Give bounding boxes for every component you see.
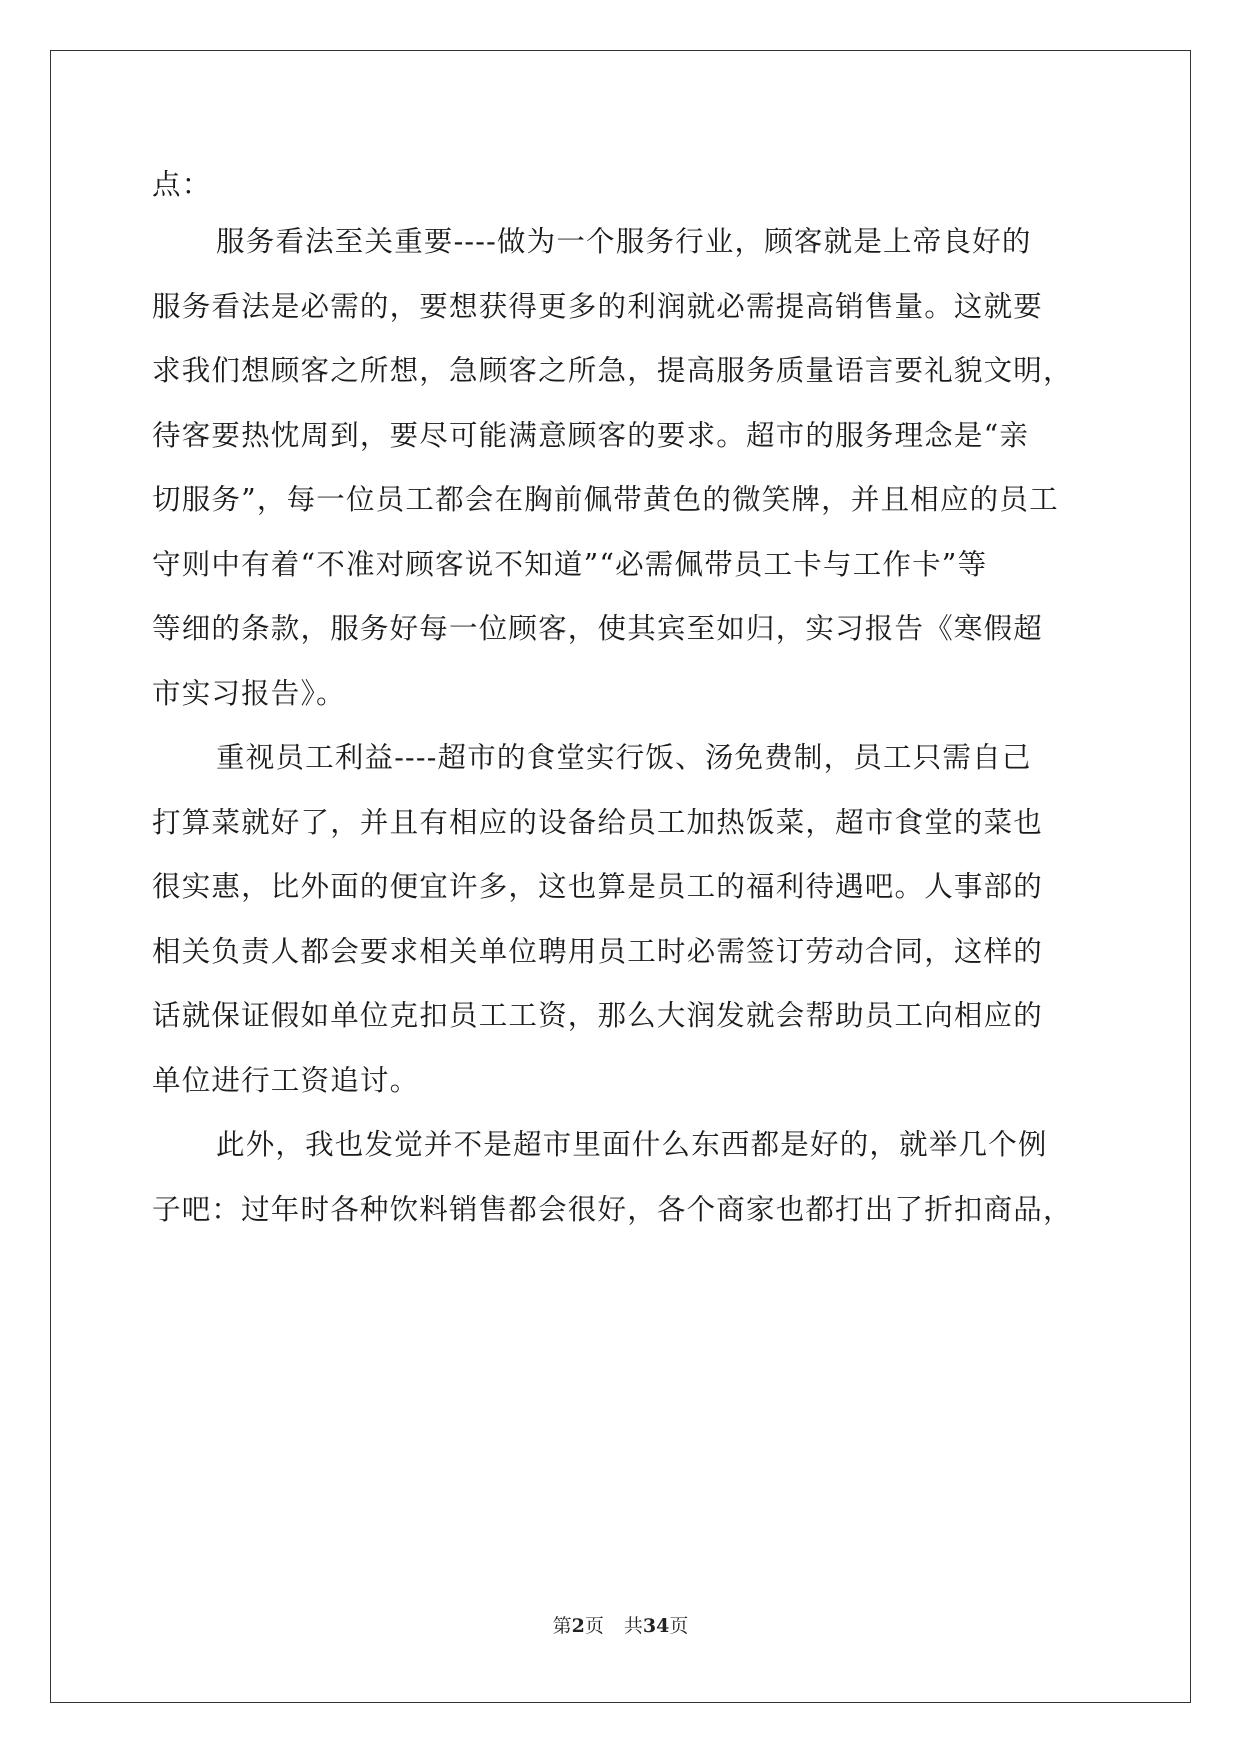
- text-line: 求我们想顾客之所想，急顾客之所急，提高服务质量语言要礼貌文明，: [152, 354, 1073, 387]
- total-prefix: 共: [623, 1615, 643, 1637]
- text-line: 等细的条款，服务好每一位顾客，使其宾至如归，实习报告《寒假超: [152, 612, 1044, 645]
- document-body: [152, 168, 1092, 1242]
- text-line: 点：: [152, 168, 212, 201]
- text-line: 子吧：过年时各种饮料销售都会很好，各个商家也都打出了折扣商品，: [152, 1192, 1073, 1226]
- total-pages: 34: [642, 1615, 670, 1637]
- text-line: 打算菜就好了，并且有相应的设备给员工加热饭菜，超市食堂的菜也: [152, 805, 1044, 839]
- text-line: 待客要热忱周到，要尽可能满意顾客的要求。超市的服务理念是“亲: [152, 418, 1030, 452]
- text-line: 相关负责人都会要求相关单位聘用员工时必需签订劳动合同，这样的: [152, 934, 1044, 968]
- text-line: 很实惠，比外面的便宜许多，这也算是员工的福利待遇吧。人事部的: [152, 870, 1044, 903]
- text-line: 话就保证假如单位克扣员工工资，那么大润发就会帮助员工向相应的: [152, 999, 1044, 1032]
- total-unit: 页: [669, 1615, 689, 1637]
- page-footer: [0, 1611, 1241, 1638]
- paragraph-first-line: 此外，我也发觉并不是超市里面什么东西都是好的，就举几个例: [216, 1128, 1048, 1161]
- page-number: 2: [571, 1615, 585, 1637]
- text-line: 市实习报告》。: [152, 676, 346, 710]
- paragraph-first-line: 服务看法至关重要----做为一个服务行业，顾客就是上帝良好的: [216, 225, 1032, 258]
- text-line: 切服务”，每一位员工都会在胸前佩带黄色的微笑牌，并且相应的员工: [152, 483, 1059, 516]
- text-line: 单位进行工资追讨。: [152, 1063, 420, 1097]
- paragraph-first-line: 重视员工利益----超市的食堂实行饭、汤免费制，员工只需自己: [216, 741, 1032, 774]
- page-prefix: 第: [552, 1615, 572, 1637]
- page-unit: 页: [584, 1615, 604, 1637]
- text-line: 守则中有着“不准对顾客说不知道”“必需佩带员工卡与工作卡”等: [152, 547, 988, 581]
- text-line: 服务看法是必需的，要想获得更多的利润就必需提高销售量。这就要: [152, 289, 1044, 323]
